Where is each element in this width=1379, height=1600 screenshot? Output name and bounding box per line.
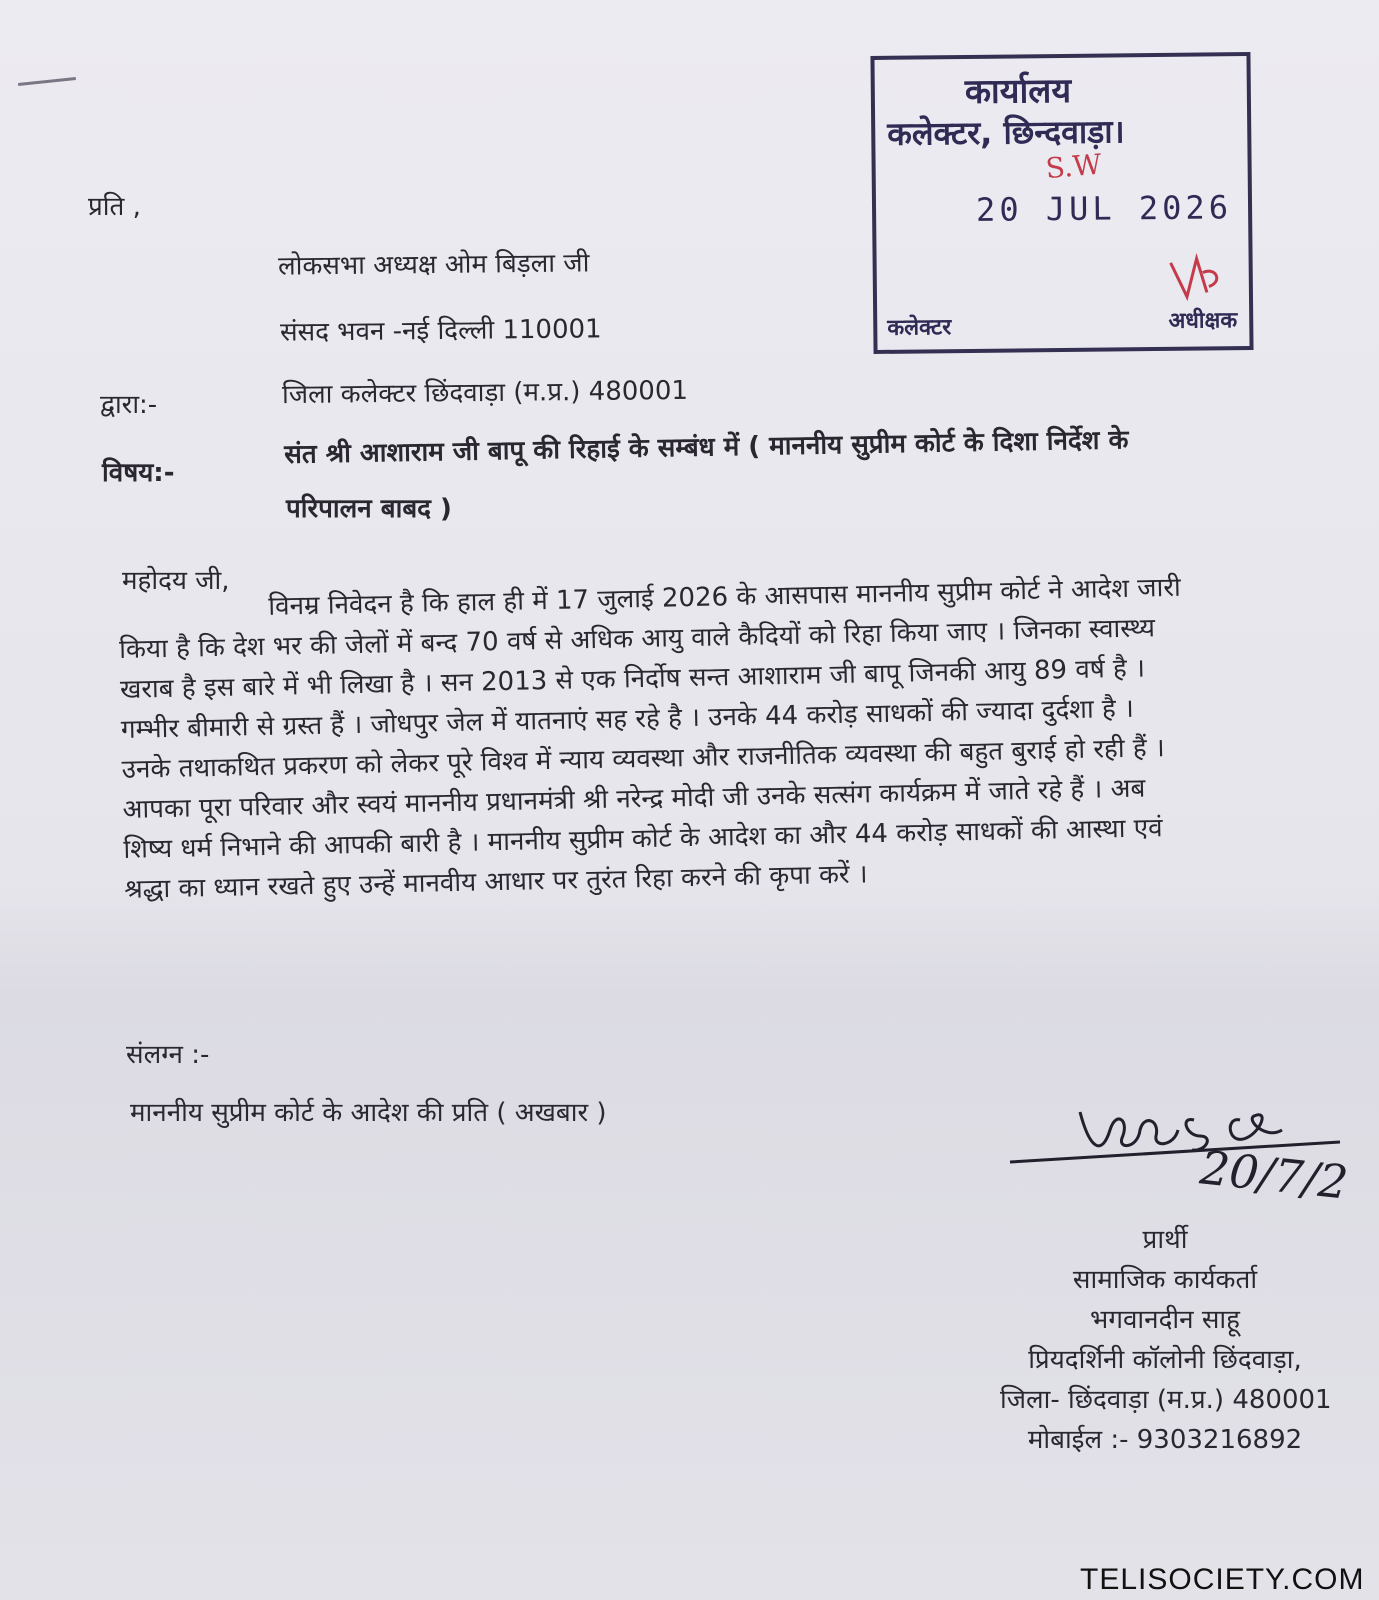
greeting: महोदय जी,	[122, 566, 230, 596]
stamp-office-label: कार्यालय	[964, 70, 1072, 113]
through-label: द्वारा:-	[100, 390, 158, 420]
sender-mobile: मोबाईल :- 9303216892	[1027, 1425, 1303, 1455]
stamp-collector-label: कलेक्टर, छिन्दवाड़ा।	[887, 112, 1125, 153]
body-line: आपका पूरा परिवार और स्वयं माननीय प्रधानमंत्री श्री नरेन्द्र मोदी जी उनके सत्संग कार्यक्रम में जाते रहे हैं । अब	[122, 773, 1146, 825]
sender-colony: प्रियदर्शिनी कॉलोनी छिंदवाड़ा,	[1028, 1345, 1302, 1375]
body-line: किया है कि देश भर की जेलों में बन्द 70 वर्ष से अधिक आयु वाले कैदियों को रिहा किया जाए । जिनका स्वास्थ्य	[118, 613, 1156, 665]
stamp-initials: S.W	[1044, 147, 1103, 186]
enclosure-item: माननीय सुप्रीम कोर्ट के आदेश की प्रति ( अखबार )	[130, 1098, 607, 1128]
body-line: उनके तथाकथित प्रकरण को लेकर पूरे विश्व में न्याय व्यवस्था और राजनीतिक व्यवस्था की बहुत बुराई हो रही हैं ।	[121, 733, 1166, 785]
subject-line-2: परिपालन बाबद )	[286, 494, 452, 524]
stamp-left-label: कलेक्टर	[887, 315, 952, 341]
enclosure-label: संलग्न :-	[126, 1040, 210, 1070]
body-line: श्रद्धा का ध्यान रखते हुए उन्हें मानवीय आधार पर तुरंत रिहा करने की कृपा करें ।	[123, 859, 868, 905]
body-line: शिष्य धर्म निभाने की आपकी बारी है । माननीय सुप्रीम कोर्ट के आदेश का और 44 करोड़ साधकों की आस्था एवं	[123, 813, 1163, 865]
stamp-right-label: अधीक्षक	[1168, 308, 1238, 334]
addressee-address: संसद भवन -नई दिल्ली 110001	[279, 314, 602, 348]
body-line: विनम्र निवेदन है कि हाल ही में 17 जुलाई 2026 के आसपास माननीय सुप्रीम कोर्ट ने आदेश जारी	[268, 572, 1181, 622]
sender-block	[1000, 1220, 1330, 1460]
addressee-name: लोकसभा अध्यक्ष ओम बिड़ला जी	[277, 248, 590, 282]
through-value: जिला कलेक्टर छिंदवाड़ा (म.प्र.) 480001	[281, 375, 689, 411]
subject-label: विषय:-	[102, 458, 175, 488]
collector-office-stamp	[870, 52, 1253, 354]
body-paragraph	[118, 565, 1304, 910]
sender-district: जिला- छिंदवाड़ा (म.प्र.) 480001	[1000, 1385, 1332, 1415]
signature-date: 20/7/2	[1197, 1140, 1351, 1210]
sender-role: सामाजिक कार्यकर्ता	[1072, 1265, 1258, 1295]
to-label: प्रति ,	[88, 192, 141, 222]
body-line: खराब है इस बारे में भी लिखा है । सन 2013 से एक निर्दोष सन्त आशाराम जी बापू जिनकी आयु 89 वर्ष है ।	[119, 653, 1146, 705]
pen-mark	[18, 77, 76, 86]
sender-title: प्रार्थी	[1142, 1225, 1188, 1255]
sender-name: भगवानदीन साहू	[1090, 1305, 1240, 1335]
subject-line-1: संत श्री आशाराम जी बापू की रिहाई के सम्बंध में ( माननीय सुप्रीम कोर्ट के दिशा निर्देश के	[284, 425, 1129, 470]
stamp-signature-mark	[1167, 252, 1228, 303]
stamp-date: 20 JUL 2026	[975, 188, 1233, 229]
site-watermark: TELISOCIETY.COM	[1080, 1563, 1365, 1596]
body-line: गम्भीर बीमारी से ग्रस्त हैं । जोधपुर जेल में यातनाएं सह रहे है । उनके 44 करोड़ साधकों की ज्यादा दुर्दशा है ।	[120, 693, 1135, 745]
